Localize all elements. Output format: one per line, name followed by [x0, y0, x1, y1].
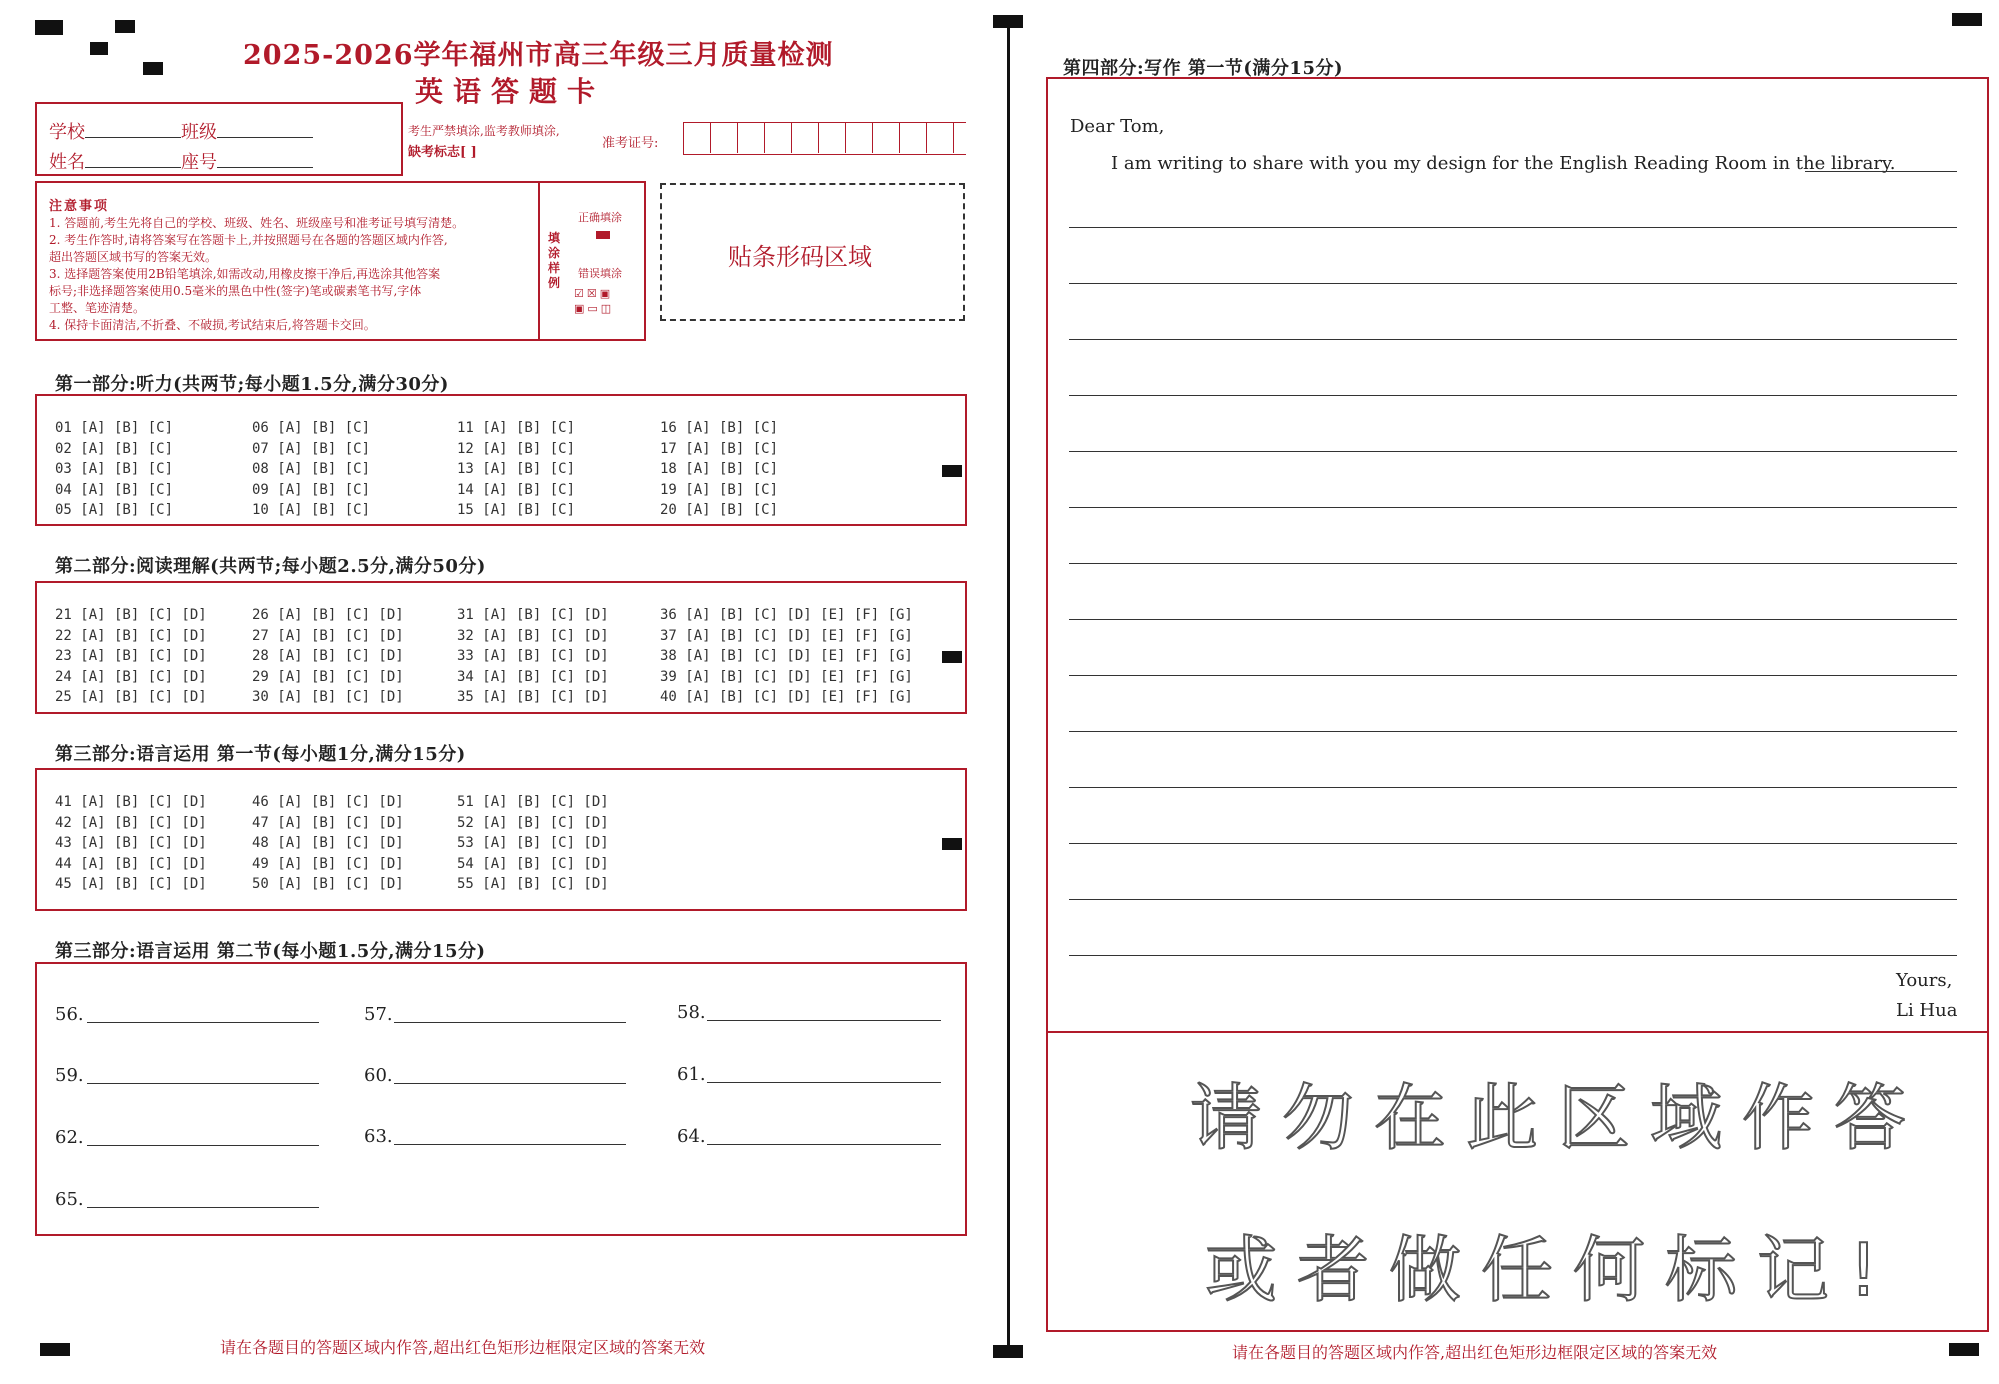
answer-bubble-row[interactable]: 03 [A] [B] [C] [55, 461, 174, 477]
answer-bubble-row[interactable]: 16 [A] [B] [C] [660, 420, 779, 436]
registration-mark [90, 42, 108, 55]
school-field[interactable] [85, 121, 181, 138]
letter-closing: Yours, [1896, 970, 1953, 991]
student-info-box [35, 102, 403, 176]
reading-title: 第二部分:阅读理解(共两节;每小题2.5分,满分50分) [55, 556, 486, 577]
answer-bubble-row[interactable]: 34 [A] [B] [C] [D] [457, 668, 609, 685]
blank-line[interactable] [87, 1207, 319, 1208]
answer-bubble-row[interactable]: 51 [A] [B] [C] [D] [457, 794, 609, 810]
answer-bubble-row[interactable]: 11 [A] [B] [C] [457, 420, 576, 436]
answer-bubble-row[interactable]: 28 [A] [B] [C] [D] [252, 648, 404, 664]
notice-item: 4. 保持卡面清洁,不折叠、不破损,考试结束后,将答题卡交回。 [49, 318, 376, 332]
correct-fill-sample [596, 231, 610, 239]
registration-mark [143, 62, 163, 75]
exam-id-grid[interactable] [683, 122, 966, 155]
blank-line[interactable] [394, 1083, 626, 1084]
answer-bubble-row[interactable]: 07 [A] [B] [C] [252, 440, 371, 457]
writing-line[interactable] [1069, 339, 1957, 340]
usage1-title: 第三部分:语言运用 第一节(每小题1分,满分15分) [55, 744, 466, 765]
example-vertical-label: 填涂样例 [548, 231, 561, 290]
answer-bubble-row[interactable]: 49 [A] [B] [C] [D] [252, 855, 404, 872]
blank-line[interactable] [87, 1022, 319, 1023]
no-answer-warning: 或者做任何标记! [1205, 1228, 1898, 1312]
answer-bubble-row[interactable]: 01 [A] [B] [C] [55, 420, 174, 436]
blank-label: 57. [364, 1004, 393, 1025]
answer-bubble-row[interactable]: 23 [A] [B] [C] [D] [55, 648, 207, 664]
name-label: 姓名 [49, 152, 85, 173]
notice-item: 3. 选择题答案使用2B铅笔填涂,如需改动,用橡皮擦干净后,再选涂其他答案 [49, 267, 441, 281]
answer-bubble-row[interactable]: 43 [A] [B] [C] [D] [55, 835, 207, 851]
answer-bubble-row[interactable]: 08 [A] [B] [C] [252, 461, 371, 477]
letter-signature: Li Hua [1896, 1000, 1958, 1021]
blank-line[interactable] [707, 1144, 941, 1145]
blank-label: 64. [677, 1126, 706, 1147]
letter-opening: I am writing to share with you my design for the English Reading Room in the library. [1111, 153, 1896, 174]
answer-bubble-row[interactable]: 20 [A] [B] [C] [660, 502, 779, 518]
wrong-fill-sample: ☑☒▣ [574, 287, 614, 300]
answer-bubble-row[interactable]: 47 [A] [B] [C] [D] [252, 814, 404, 831]
blank-label: 59. [55, 1065, 84, 1086]
class-label: 班级 [181, 122, 217, 143]
writing-divider [1048, 1031, 1987, 1033]
writing-title: 第四部分:写作 第一节(满分15分) [1063, 58, 1343, 79]
barcode-label: 贴条形码区域 [728, 243, 872, 271]
writing-line[interactable] [1069, 675, 1957, 676]
writing-line[interactable] [1069, 731, 1957, 732]
listening-title: 第一部分:听力(共两节;每小题1.5分,满分30分) [55, 374, 449, 395]
answer-bubble-row[interactable]: 39 [A] [B] [C] [D] [E] [F] [G] [660, 668, 913, 685]
answer-bubble-row[interactable]: 29 [A] [B] [C] [D] [252, 668, 404, 685]
writing-line[interactable] [1069, 619, 1957, 620]
writing-line[interactable] [1069, 395, 1957, 396]
answer-bubble-row[interactable]: 19 [A] [B] [C] [660, 481, 779, 498]
blank-label: 58. [677, 1002, 706, 1023]
right-footer: 请在各题目的答题区域内作答,超出红色矩形边框限定区域的答案无效 [1232, 1343, 1718, 1362]
correct-fill-label: 正确填涂 [578, 211, 622, 224]
answer-bubble-row[interactable]: 46 [A] [B] [C] [D] [252, 794, 404, 810]
barcode-area [660, 183, 965, 321]
registration-mark [115, 20, 135, 33]
letter-salutation: Dear Tom, [1070, 116, 1165, 137]
blank-line[interactable] [394, 1022, 626, 1023]
seat-label: 座号 [181, 152, 217, 173]
answer-bubble-row[interactable]: 26 [A] [B] [C] [D] [252, 607, 404, 623]
blank-label: 65. [55, 1189, 84, 1210]
answer-bubble-row[interactable]: 48 [A] [B] [C] [D] [252, 835, 404, 851]
notice-item: 工整、笔迹清楚。 [49, 301, 146, 315]
school-label: 学校 [49, 122, 85, 143]
blank-line[interactable] [87, 1083, 319, 1084]
listening-answer-box [35, 394, 967, 526]
blank-line[interactable] [707, 1020, 941, 1021]
seat-field[interactable] [217, 151, 313, 168]
writing-line[interactable] [1069, 283, 1957, 284]
card-title: 2025-2026学年福州市高三年级三月质量检测 [243, 40, 834, 71]
writing-line[interactable] [1805, 171, 1957, 172]
answer-bubble-row[interactable]: 04 [A] [B] [C] [55, 481, 174, 498]
registration-mark [1952, 13, 1982, 26]
answer-bubble-row[interactable]: 30 [A] [B] [C] [D] [252, 689, 404, 705]
answer-bubble-row[interactable]: 45 [A] [B] [C] [D] [55, 876, 207, 892]
writing-line[interactable] [1069, 507, 1957, 508]
writing-line[interactable] [1069, 843, 1957, 844]
answer-bubble-row[interactable]: 42 [A] [B] [C] [D] [55, 814, 207, 831]
usage1-answer-box [35, 768, 967, 911]
blank-line[interactable] [394, 1144, 626, 1145]
answer-bubble-row[interactable]: 13 [A] [B] [C] [457, 461, 576, 477]
blank-label: 63. [364, 1126, 393, 1147]
answer-bubble-row[interactable]: 38 [A] [B] [C] [D] [E] [F] [G] [660, 648, 913, 664]
answer-bubble-row[interactable]: 15 [A] [B] [C] [457, 502, 576, 518]
answer-bubble-row[interactable]: 06 [A] [B] [C] [252, 420, 371, 436]
writing-line[interactable] [1069, 227, 1957, 228]
usage2-title: 第三部分:语言运用 第二节(每小题1.5分,满分15分) [55, 941, 486, 962]
left-footer: 请在各题目的答题区域内作答,超出红色矩形边框限定区域的答案无效 [220, 1338, 706, 1357]
answer-bubble-row[interactable]: 36 [A] [B] [C] [D] [E] [F] [G] [660, 607, 913, 623]
absent-mark[interactable]: 缺考标志[ ] [408, 145, 477, 160]
registration-mark [35, 20, 63, 35]
answer-bubble-row[interactable]: 09 [A] [B] [C] [252, 481, 371, 498]
blank-line[interactable] [87, 1145, 319, 1146]
notice-item: 1. 答题前,考生先将自己的学校、班级、姓名、班级座号和准考证号填写清楚。 [49, 216, 465, 230]
wrong-fill-label: 错误填涂 [578, 267, 622, 280]
notice-item: 标号;非选择题答案使用0.5毫米的黑色中性(签字)笔或碳素笔书写,字体 [49, 284, 422, 298]
answer-bubble-row[interactable]: 22 [A] [B] [C] [D] [55, 627, 207, 644]
answer-bubble-row[interactable]: 27 [A] [B] [C] [D] [252, 627, 404, 644]
name-field[interactable] [85, 151, 181, 168]
class-field[interactable] [217, 121, 313, 138]
wrong-fill-sample: ▣▭◫ [574, 302, 615, 315]
writing-line[interactable] [1069, 787, 1957, 788]
blank-label: 62. [55, 1127, 84, 1148]
answer-bubble-row[interactable]: 40 [A] [B] [C] [D] [E] [F] [G] [660, 689, 913, 705]
fill-example-box [538, 181, 646, 341]
blank-line[interactable] [707, 1082, 941, 1083]
answer-bubble-row[interactable]: 37 [A] [B] [C] [D] [E] [F] [G] [660, 627, 913, 644]
writing-line[interactable] [1069, 899, 1957, 900]
answer-bubble-row[interactable]: 54 [A] [B] [C] [D] [457, 855, 609, 872]
reading-answer-box [35, 581, 967, 714]
answer-bubble-row[interactable]: 21 [A] [B] [C] [D] [55, 607, 207, 623]
answer-bubble-row[interactable]: 18 [A] [B] [C] [660, 461, 779, 477]
answer-bubble-row[interactable]: 32 [A] [B] [C] [D] [457, 627, 609, 644]
writing-line[interactable] [1069, 451, 1957, 452]
answer-bubble-row[interactable]: 17 [A] [B] [C] [660, 440, 779, 457]
card-subtitle: 英语答题卡 [415, 75, 606, 108]
answer-bubble-row[interactable]: 55 [A] [B] [C] [D] [457, 876, 609, 892]
notice-list [49, 215, 539, 334]
answer-bubble-row[interactable]: 12 [A] [B] [C] [457, 440, 576, 457]
answer-bubble-row[interactable]: 10 [A] [B] [C] [252, 502, 371, 518]
absent-note: 考生严禁填涂,监考教师填涂, [408, 124, 560, 138]
page-divider [1007, 28, 1010, 1348]
blank-label: 56. [55, 1004, 84, 1025]
answer-bubble-row[interactable]: 44 [A] [B] [C] [D] [55, 855, 207, 872]
answer-bubble-row[interactable]: 24 [A] [B] [C] [D] [55, 668, 207, 685]
blank-label: 61. [677, 1064, 706, 1085]
answer-bubble-row[interactable]: 35 [A] [B] [C] [D] [457, 689, 609, 705]
answer-bubble-row[interactable]: 25 [A] [B] [C] [D] [55, 689, 207, 705]
registration-mark [1949, 1343, 1979, 1356]
notice-box [35, 181, 540, 341]
registration-mark [40, 1343, 70, 1356]
notice-item: 2. 考生作答时,请将答案写在答题卡上,并按照题号在各题的答题区域内作答, [49, 233, 448, 247]
answer-bubble-row[interactable]: 52 [A] [B] [C] [D] [457, 814, 609, 831]
registration-mark [993, 15, 1023, 28]
answer-bubble-row[interactable]: 05 [A] [B] [C] [55, 502, 174, 518]
exam-id-label: 准考证号: [602, 136, 659, 151]
answer-bubble-row[interactable]: 50 [A] [B] [C] [D] [252, 876, 404, 892]
writing-line[interactable] [1069, 563, 1957, 564]
answer-bubble-row[interactable]: 41 [A] [B] [C] [D] [55, 794, 207, 810]
blank-label: 60. [364, 1065, 393, 1086]
no-answer-warning: 请勿在此区域作答 [1190, 1076, 1927, 1160]
writing-line[interactable] [1069, 955, 1957, 956]
answer-bubble-row[interactable]: 33 [A] [B] [C] [D] [457, 648, 609, 664]
answer-bubble-row[interactable]: 31 [A] [B] [C] [D] [457, 607, 609, 623]
answer-bubble-row[interactable]: 14 [A] [B] [C] [457, 481, 576, 498]
notice-title: 注意事项 [49, 199, 110, 214]
usage2-answer-box [35, 962, 967, 1236]
answer-bubble-row[interactable]: 02 [A] [B] [C] [55, 440, 174, 457]
answer-bubble-row[interactable]: 53 [A] [B] [C] [D] [457, 835, 609, 851]
notice-item: 超出答题区域书写的答案无效。 [49, 250, 218, 264]
